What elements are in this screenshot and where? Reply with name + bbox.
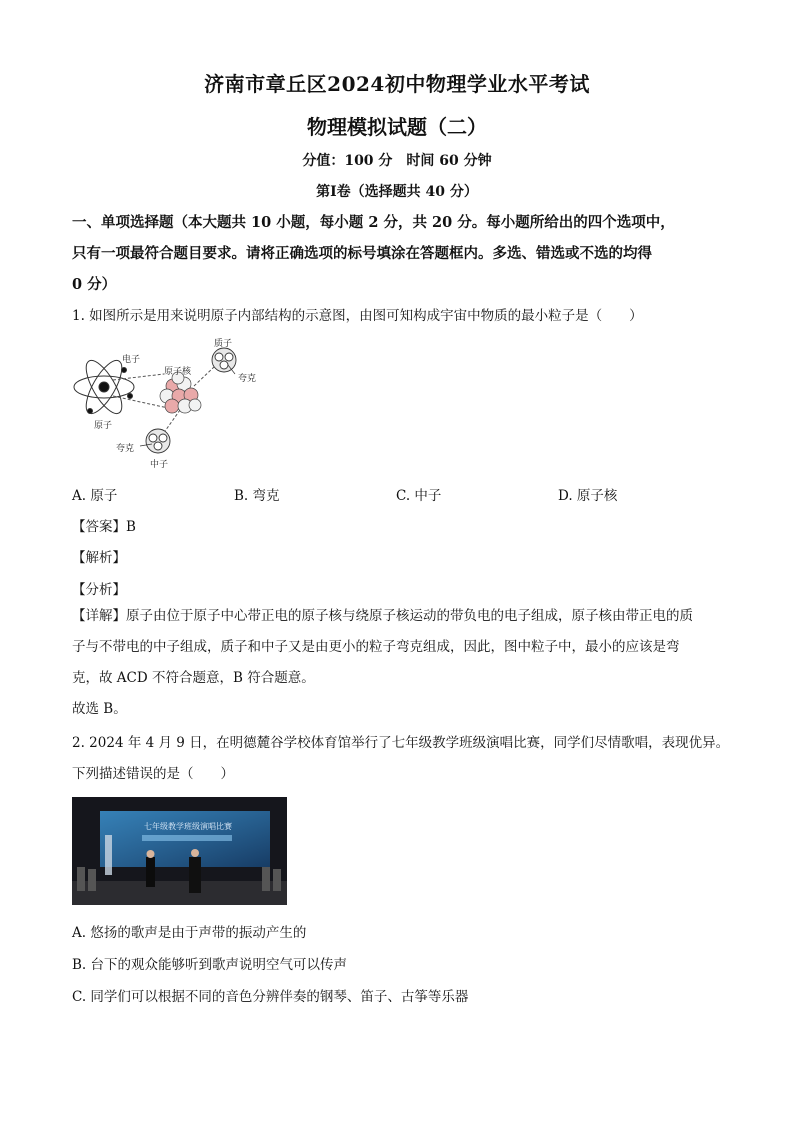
q2-stem-line: 下列描述错误的是（ ） bbox=[72, 766, 234, 782]
q2-option-b: B. 台下的观众能够听到歌声说明空气可以传声 bbox=[72, 957, 348, 973]
q1-stem: 1. 如图所示是用来说明原子内部结构的示意图，由图可知构成宇宙中物质的最小粒子是（ ） bbox=[72, 308, 643, 324]
q1-analysis-label: 【解析】 bbox=[72, 550, 126, 566]
q2-stem bbox=[72, 728, 752, 790]
q1-option-c: C. 中子 bbox=[396, 488, 442, 504]
q1-option-a: A. 原子 bbox=[72, 488, 118, 504]
q1-answer: 【答案】B bbox=[72, 519, 136, 535]
q1-fenxi-label: 【分析】 bbox=[72, 582, 126, 598]
neutron-diagram bbox=[140, 429, 170, 453]
q1-option-d: D. 原子核 bbox=[558, 488, 618, 504]
section-line: 0 分） bbox=[72, 276, 117, 293]
q1-detail-line: 克，故 ACD 不符合题意，B 符合题意。 bbox=[72, 670, 315, 686]
stage-image bbox=[72, 797, 287, 905]
q2-option-c: C. 同学们可以根据不同的音色分辨伴奏的钢琴、笛子、古筝等乐器 bbox=[72, 989, 469, 1005]
q1-detail-line: 子与不带电的中子组成，质子和中子又是由更小的粒子弯克组成，因此，图中粒子中，最小的应该是弯 bbox=[72, 639, 680, 655]
exam-title: 济南市章丘区2024初中物理学业水平考试 bbox=[204, 72, 590, 96]
exam-subtitle: 物理模拟试题（二） bbox=[307, 115, 487, 139]
label-quark-top: 夸克 bbox=[238, 374, 257, 384]
q1-detail bbox=[72, 601, 732, 725]
atom-structure-figure bbox=[68, 334, 278, 474]
label-neutron: 中子 bbox=[150, 460, 169, 470]
proton-diagram bbox=[212, 348, 236, 374]
section-line: 一、单项选择题（本大题共 10 小题，每小题 2 分，共 20 分。每小题所给出的四个选项中， bbox=[72, 214, 675, 231]
q1-option-b: B. 弯克 bbox=[234, 488, 280, 504]
label-quark-bottom: 夸克 bbox=[116, 444, 135, 454]
score-time: 分值：100 分 时间 60 分钟 bbox=[302, 153, 492, 169]
label-atom: 原子 bbox=[94, 421, 113, 431]
photo-banner-text: 七年级教学班级演唱比赛 bbox=[144, 822, 232, 831]
q1-detail-line: 故选 B。 bbox=[72, 701, 127, 717]
volume-heading: 第Ⅰ卷（选择题共 40 分） bbox=[316, 184, 478, 200]
label-proton: 质子 bbox=[214, 339, 233, 349]
q2-option-a: A. 悠扬的歌声是由于声带的振动产生的 bbox=[72, 925, 307, 941]
label-nucleus: 原子核 bbox=[164, 367, 192, 377]
label-electron: 电子 bbox=[122, 355, 141, 365]
nucleus-diagram bbox=[160, 372, 201, 413]
section-heading bbox=[72, 207, 732, 300]
concert-photo bbox=[72, 797, 287, 905]
q2-stem-line: 2. 2024 年 4 月 9 日，在明德麓谷学校体育馆举行了七年级教学班级演唱比赛，同学们尽情歌唱，表现优异。 bbox=[72, 735, 730, 751]
q1-detail-line: 【详解】原子由位于原子中心带正电的原子核与绕原子核运动的带负电的电子组成，原子核由带正电的质 bbox=[72, 608, 693, 624]
section-line: 只有一项最符合题目要求。请将正确选项的标号填涂在答题框内。多选、错选或不选的均得 bbox=[72, 245, 652, 262]
